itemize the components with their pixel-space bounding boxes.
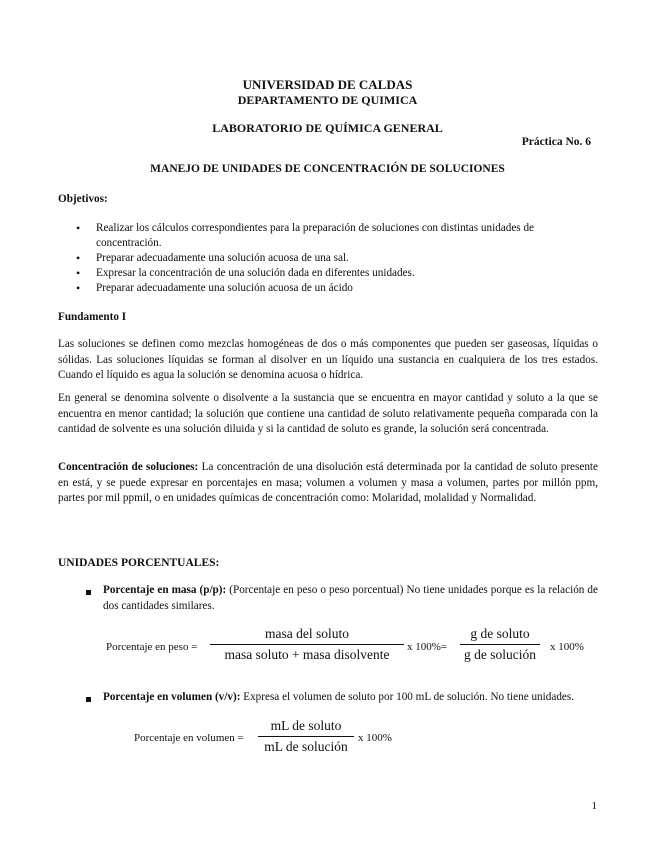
formula-denominator: mL de solución [258, 736, 354, 755]
formula-mass-fraction-2 [460, 626, 540, 663]
formula-denominator: g de solución [460, 644, 540, 663]
volume-text: Expresa el volumen de soluto por 100 mL de solución. No tiene unidades. [240, 691, 575, 703]
mass-label: Porcentaje en masa (p/p): [103, 584, 227, 596]
department-name: DEPARTAMENTO DE QUIMICA [237, 93, 418, 107]
laboratory-title: LABORATORIO DE QUÍMICA GENERAL [212, 121, 443, 135]
units-heading: UNIDADES PORCENTUALES: [58, 557, 220, 569]
bullet-square-icon [86, 697, 91, 702]
page-number: 1 [591, 800, 597, 812]
list-item: • Expresar la concentración de una solución dada en diferentes unidades. [58, 266, 598, 281]
formula-numerator: g de soluto [470, 626, 530, 641]
list-item: • Preparar adecuadamente una solución acuosa de un ácido [58, 281, 598, 296]
formula-mass-fraction [210, 626, 404, 663]
university-name: UNIVERSIDAD DE CALDAS [242, 77, 413, 92]
formula-times: x 100% [550, 641, 584, 653]
concentracion-text: La concentración de una disolución está determinada por la cantidad de soluto presente en está, y se puede expresar en porcentajes en masa; volumen a volumen y masa a volumen, partes por millón ppm, partes por mil ppmil, o en unidades químicas de concentración como: Molaridad, molalidad y Normalidad. [58, 461, 599, 505]
paragraph-soluciones: Las soluciones se definen como mezclas homogéneas de dos o más componentes que pueden ser gaseosas, líquidas o sólidas. Las soluciones líquidas se forman al disolver en un líquido una sustancia en cualquiera de los tres estados. Cuando el líquido es agua la solución se denomina acuosa o hídrica. [58, 338, 598, 382]
formula-volume-fraction [258, 718, 354, 755]
volume-label: Porcentaje en volumen (v/v): [103, 691, 241, 703]
paragraph-volume-percent [103, 690, 598, 706]
paragraph-solvente: En general se denomina solvente o disolvente a la sustancia que se encuentra en mayor cantidad y soluto a la que se encuentra en menor cantidad; la solución que contiene una cantidad de soluto relativamente pequeña comparada con la cantidad de solvente es una solución diluida y si la cantidad de soluto es grande, la solución será concentrada. [58, 392, 598, 436]
concentracion-label: Concentración de soluciones: [58, 461, 199, 473]
paragraph-concentracion [58, 460, 598, 507]
formula-volume-lhs: Porcentaje en volumen = [134, 732, 244, 744]
objectives-list [58, 221, 598, 296]
practice-number: Práctica No. 6 [521, 136, 591, 148]
formula-denominator: masa soluto + masa disolvente [210, 644, 404, 663]
formula-times: x 100% [358, 732, 392, 744]
formula-times: x 100%= [407, 641, 448, 653]
bullet-square-icon [86, 590, 91, 595]
objectives-heading: Objetivos: [58, 193, 108, 205]
list-item: • Preparar adecuadamente una solución acuosa de una sal. [58, 251, 598, 266]
list-item: • Realizar los cálculos correspondientes para la preparación de soluciones con distintas unidades de concentración. [58, 221, 598, 251]
formula-numerator: mL de soluto [270, 718, 342, 733]
formula-mass-lhs: Porcentaje en peso = [106, 641, 198, 653]
mass-text: (Porcentaje en peso o peso porcentual) No tiene unidades porque es la relación de dos cantidades similares. [103, 584, 598, 612]
formula-numerator: masa del soluto [265, 626, 349, 641]
page-title: MANEJO DE UNIDADES DE CONCENTRACIÓN DE SOLUCIONES [150, 163, 505, 175]
fundamento-heading: Fundamento I [58, 311, 127, 323]
paragraph-mass-percent [103, 583, 598, 614]
